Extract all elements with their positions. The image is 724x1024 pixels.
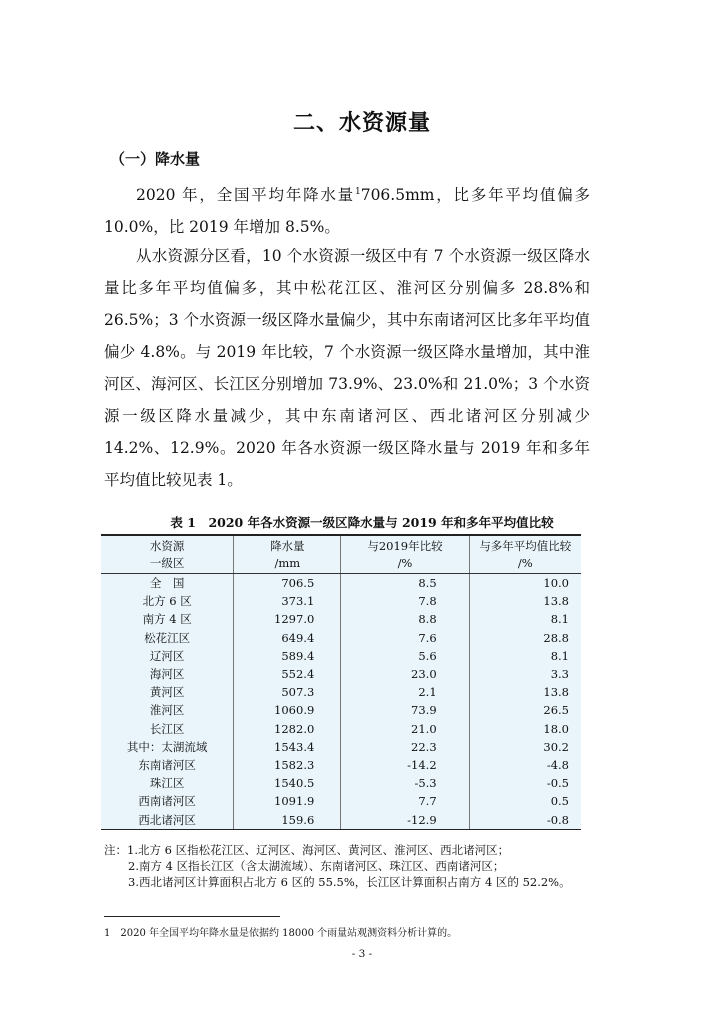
cell-vsavg: 13.8 bbox=[469, 592, 581, 610]
cell-vsavg: 8.1 bbox=[469, 610, 581, 628]
footnote-divider bbox=[104, 916, 280, 917]
cell-vsavg: -0.8 bbox=[469, 810, 581, 829]
cell-rain: 706.5 bbox=[234, 574, 341, 593]
cell-region: 辽河区 bbox=[149, 648, 185, 663]
cell-region: 全 国 bbox=[149, 576, 185, 591]
paragraph-text: 706.5mm，比多年平均值偏多 10.0%，比 2019 年增加 8.5%。 bbox=[104, 186, 590, 237]
header-region: 水资源 一级区 bbox=[101, 535, 234, 574]
cell-region: 东南诸河区 bbox=[138, 757, 196, 772]
cell-region: 松花江区 bbox=[144, 630, 191, 645]
table-row bbox=[101, 629, 581, 647]
paragraph-text: 2020 年，全国平均年降水量 bbox=[136, 186, 355, 205]
cell-rain: 1282.0 bbox=[234, 720, 341, 738]
note-line: 3.西北诸河区计算面积占北方 6 区的 55.5%，长江区计算面积占南方 4 区的 52.2%。 bbox=[128, 875, 571, 889]
cell-vsavg: 28.8 bbox=[469, 629, 581, 647]
cell-region: 长江区 bbox=[149, 721, 185, 736]
cell-vs2019: -5.3 bbox=[341, 774, 469, 792]
cell-vs2019: 21.0 bbox=[341, 720, 469, 738]
note-line: 2.南方 4 区指长江区（含太湖流域）、东南诸河区、珠江区、西南诸河区； bbox=[128, 859, 505, 873]
cell-rain: 1582.3 bbox=[234, 756, 341, 774]
cell-vs2019: 8.5 bbox=[341, 574, 469, 593]
cell-region: 北方 6 区 bbox=[142, 594, 192, 609]
cell-rain: 1091.9 bbox=[234, 792, 341, 810]
cell-vs2019: 22.3 bbox=[341, 738, 469, 756]
cell-rain: 552.4 bbox=[234, 665, 341, 683]
table-row bbox=[101, 774, 581, 792]
cell-vs2019: 7.6 bbox=[341, 629, 469, 647]
cell-region: 淮河区 bbox=[149, 703, 185, 718]
cell-region: 其中：太湖流域 bbox=[126, 739, 208, 754]
table-header-row bbox=[101, 535, 581, 574]
cell-vsavg: 30.2 bbox=[469, 738, 581, 756]
table-caption: 表 1 2020 年各水资源一级区降水量与 2019 年和多年平均值比较 bbox=[170, 515, 554, 530]
cell-vs2019: -14.2 bbox=[341, 756, 469, 774]
cell-vsavg: 0.5 bbox=[469, 792, 581, 810]
table-row bbox=[101, 683, 581, 701]
header-precipitation: 降水量 /mm bbox=[234, 535, 341, 574]
footnote-marker[interactable]: 1 bbox=[354, 187, 361, 197]
cell-rain: 1060.9 bbox=[234, 701, 341, 719]
paragraph-national-precipitation bbox=[104, 176, 590, 243]
cell-region: 西北诸河区 bbox=[101, 810, 234, 829]
table-row bbox=[101, 756, 581, 774]
cell-vsavg: -4.8 bbox=[469, 756, 581, 774]
cell-rain: 1540.5 bbox=[234, 774, 341, 792]
cell-region: 西南诸河区 bbox=[138, 794, 196, 809]
cell-region: 珠江区 bbox=[149, 776, 185, 791]
page-number: - 3 - bbox=[351, 948, 373, 960]
table-row bbox=[101, 665, 581, 683]
table-row bbox=[101, 792, 581, 810]
cell-vs2019: 8.8 bbox=[341, 610, 469, 628]
note-line: 注：1.北方 6 区指松花江区、辽河区、海河区、黄河区、淮河区、西北诸河区； bbox=[104, 843, 510, 857]
cell-vs2019: 7.7 bbox=[341, 792, 469, 810]
cell-rain: 589.4 bbox=[234, 647, 341, 665]
table-notes bbox=[104, 842, 571, 890]
table-row bbox=[101, 610, 581, 628]
cell-vsavg: 26.5 bbox=[469, 701, 581, 719]
cell-vs2019: 23.0 bbox=[341, 665, 469, 683]
table-row bbox=[101, 574, 581, 593]
cell-vs2019: 2.1 bbox=[341, 683, 469, 701]
header-vs-average: 与多年平均值比较 /% bbox=[469, 535, 581, 574]
cell-vsavg: 3.3 bbox=[469, 665, 581, 683]
cell-region: 海河区 bbox=[149, 667, 185, 682]
table-row bbox=[101, 647, 581, 665]
cell-rain: 159.6 bbox=[234, 810, 341, 829]
cell-rain: 507.3 bbox=[234, 683, 341, 701]
cell-vsavg: 18.0 bbox=[469, 720, 581, 738]
cell-rain: 1543.4 bbox=[234, 738, 341, 756]
cell-vsavg: 8.1 bbox=[469, 647, 581, 665]
header-vs-2019: 与2019年比较 /% bbox=[341, 535, 469, 574]
cell-rain: 373.1 bbox=[234, 592, 341, 610]
cell-vsavg: 13.8 bbox=[469, 683, 581, 701]
cell-region: 南方 4 区 bbox=[142, 612, 192, 627]
table-row bbox=[101, 810, 581, 829]
cell-rain: 649.4 bbox=[234, 629, 341, 647]
table-row bbox=[101, 720, 581, 738]
table-body bbox=[101, 574, 581, 830]
page-title: 二、水资源量 bbox=[292, 111, 431, 136]
paragraph-regional-analysis: 从水资源分区看，10 个水资源一级区中有 7 个水资源一级区降水量比多年平均值偏多，其中松花江区、淮河区分别偏多 28.8%和 26.5%；3 个水资源一级区降水量偏少，其中东南诸河区比多年平均值偏少 4.8%。与 2019 年比较，7 个水资源一级区降水量增加，其中淮河区、海河区、长江区分别增加 73.9%、23.0%和 21.0%；3 个水资源一级区降水量减少，其中东南诸河区、西北诸河区分别减少 14.2%、12.9%。2020 年各水资源一级区降水量与 2019 年和多年平均值比较见表 1。 bbox=[104, 247, 590, 489]
table-row bbox=[101, 738, 581, 756]
cell-rain: 1297.0 bbox=[234, 610, 341, 628]
section-heading: （一）降水量 bbox=[110, 150, 201, 168]
footnote: 1 2020 年全国平均年降水量是依据约 18000 个雨量站观测资料分析计算的。 bbox=[104, 928, 458, 939]
cell-region: 黄河区 bbox=[149, 685, 185, 700]
table-row bbox=[101, 592, 581, 610]
cell-vsavg: -0.5 bbox=[469, 774, 581, 792]
cell-vs2019: -12.9 bbox=[341, 810, 469, 829]
table-row bbox=[101, 701, 581, 719]
cell-vsavg: 10.0 bbox=[469, 574, 581, 593]
cell-vs2019: 5.6 bbox=[341, 647, 469, 665]
cell-vs2019: 7.8 bbox=[341, 592, 469, 610]
cell-vs2019: 73.9 bbox=[341, 701, 469, 719]
precipitation-table bbox=[101, 534, 581, 830]
